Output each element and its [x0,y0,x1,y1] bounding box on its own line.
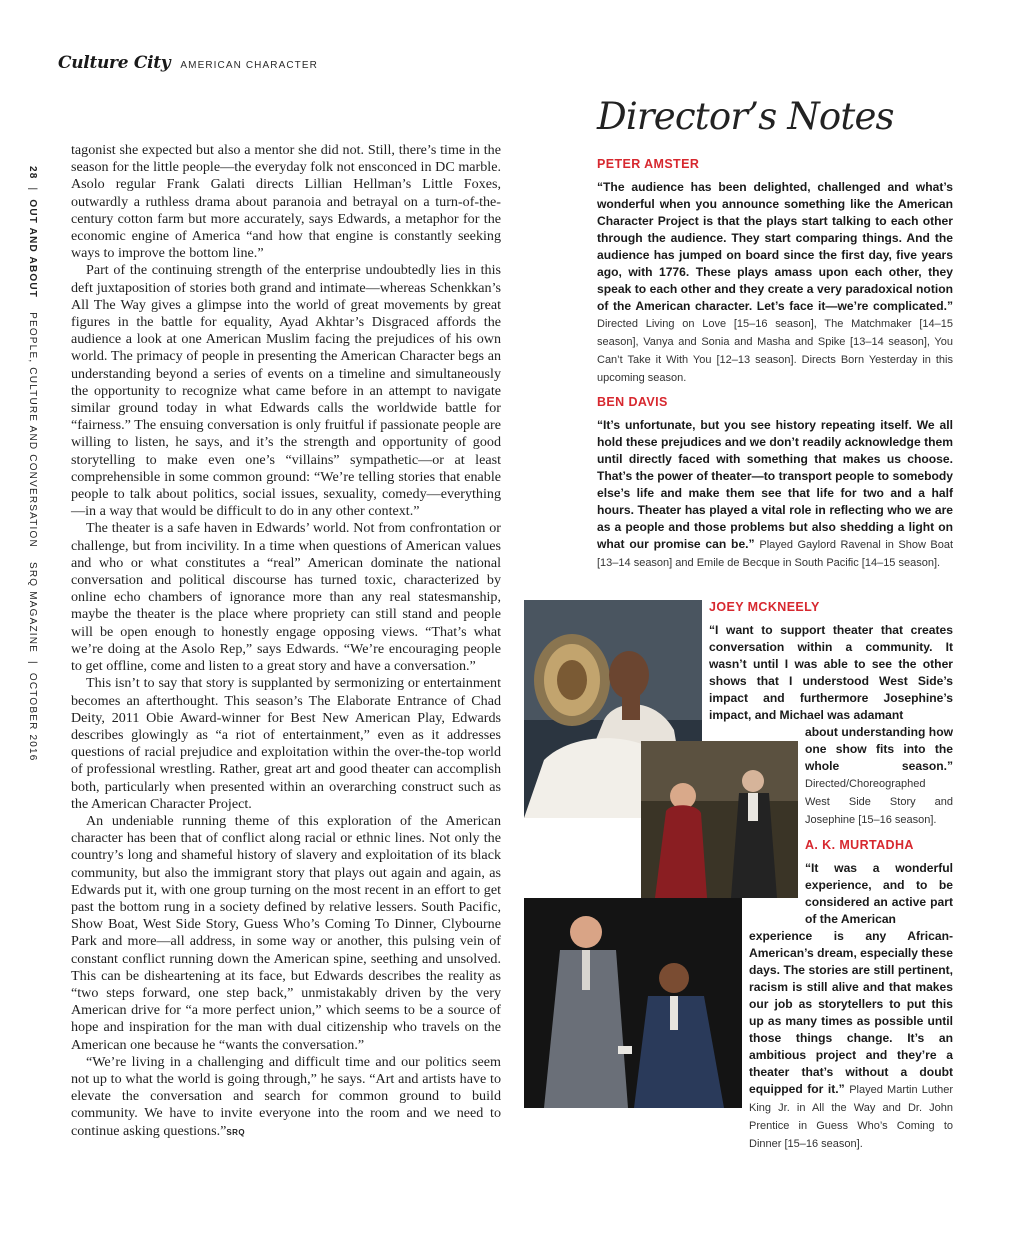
director-quote [805,724,953,829]
director-quote [805,860,953,928]
article-paragraph: tagonist she expected but also a mentor she did not. Still, there’s time in the season for the little people—the everyday folk not ensconced in DC marble. Asolo regular Frank Galati directs Lillian Hellman’s Little Foxes, outwardly a ruthless drama about paranoia and betrayal on a turn-of-the-century cotton farm but more accurately, says Edwards, a metaphor for the economic engine of America “and how that engine is constantly seeking ways to improve the bottom line.” [71,142,501,262]
section-label: AMERICAN CHARACTER [180,60,318,71]
article-paragraph: An undeniable running theme of this exploration of the American character has been that of conflict along racial or ethnic lines. Not only the country’s long and shameful history of slavery and exploitation of its black community, but also the immigrant story that plays out again and again, as Edwards put it, with one group turning on the most recent in an effort to get past the bottom rung in a society defined by relative lessers. South Pacific, Show Boat, West Side Story, Guess Who’s Coming To Dinner, Clybourne Park and more—all address, in some way or another, this pulsing vein of constant conflict running down the American spine, seething and unsolved. This can be disheartening at its face, but Edwards describes the reality as “two steps forward, one step back,” unmistakably driven by the very American drive for “a more perfect union,” which seems to be a source of hope and inspiration for the man with dual citizenship who travels on the American one because he “wants the conversation.” [71,812,501,1053]
quote-text: about understanding how one show fits into the whole season.” [805,725,953,773]
director-name: BEN DAVIS [597,395,668,409]
quote-credit: Played Martin Luther King Jr. in All the Way and Dr. John Prentice in Guess Who’s Coming to Dinner [15–16 season]. [749,1084,953,1150]
photo-matchmaker [641,741,798,898]
quote-text: “The audience has been delighted, challenged and what’s wonderful when you announce something like the American Character Project is that the plays start talking to each other through the audience. They start comparing things. And the audience has jumped on board since the first day, five years ago, with 1776. These plays amass upon each other, they speak to each other and they create a very paradoxical notion of the American character. Let’s face it—we’re complicated.” [597,180,953,313]
quote-credit: Directed Living on Love [15–16 season], The Matchmaker [14–15 season], Vanya and Sonia and Masha and Spike [13–14 season], You Can’t Take it With You [12–13 season]. Directs Born Yesterday in this upcoming season. [597,318,953,384]
spine-magazine: SRQ MAGAZINE [27,561,39,654]
spine-section: OUT AND ABOUT [27,199,39,299]
photo-guess-who [524,898,742,1108]
page-number: 28 [27,166,39,180]
separator: | [27,661,39,665]
production-photo [524,898,742,1108]
quote-text: “It was a wonderful experience, and to be considered an active part of the American [805,861,953,926]
spine-tagline: PEOPLE, CULTURE AND CONVERSATION [27,312,39,548]
director-quote [749,928,953,1153]
quote-text: “I want to support theater that creates conversation within a community. It wasn’t until I was able to see the other shows that I understood West Side’s impact and furthermore Josephine’s impact, and Michael was adamant [709,623,953,722]
quote-credit: Directed/Choreographed West Side Story and Josephine [15–16 season]. [805,778,953,826]
spine-folio [25,166,41,762]
article-paragraph-text: “We’re living in a challenging and difficult time and our politics seem not up to what the world is going through,” he says. “Art and artists have to elevate the conversation and search for common ground to build community. We have to invite everyone into the room and we need to continue asking questions.” [71,1053,501,1139]
end-mark: SRQ [226,1127,245,1137]
article-paragraph: Part of the continuing strength of the enterprise undoubtedly lies in this deft juxtaposition of stories both grand and intimate—whereas Schenkkan’s All The Way gives a glimpse into the world of great movements by great figures in the battle for equality, Ayad Akhtar’s Disgraced affords the audience a look at one American Muslim facing the prejudices of his own world. The primacy of people in presenting the American Character begs an understanding beyond a series of events on a timeline and simultaneously the opportunity to recognize what came before in an attempt to navigate similar ground today in what Edwards calls the worldwide battle for “fairness.” The ensuing conversation is only fruitful if passionate people are willing to listen, he says, and it’s the strength and opportunity of good storytelling to make even one’s “villains” sympathetic—or at least comprehensible in some common ground: “We’re telling stories that enable people to talk about politics, social issues, sexuality, comedy—everything—in a way that would be difficult to do in any other context.” [71,262,501,520]
quote-credit: Played Gaylord Ravenal in Show Boat [13–14 season] and Emile de Becque in South Pacific [14–15 season]. [597,539,953,569]
spine-issue: OCTOBER 2016 [27,672,39,762]
director-quote [597,417,953,572]
separator: | [27,187,39,192]
quote-text: experience is any African-American’s dream, especially these days. The stories are still pertinent, racism is still alive and that makes our job as storytellers to put this up as many times as possible until those things change. It’s an ambitious project and they’re a theater that’s without a doubt equipped for it.” [749,929,953,1096]
article-paragraph [71,1054,501,1141]
sidebar-title: Director’s Notes [597,95,894,138]
director-name: JOEY MCKNEELY [709,600,820,614]
page-header [58,53,318,73]
director-quote [597,179,953,387]
brand-logo: Culture City [58,53,171,73]
director-name: A. K. MURTADHA [805,838,914,852]
director-name: PETER AMSTER [597,157,700,171]
production-photo [641,741,798,898]
article-paragraph: This isn’t to say that story is supplanted by sermonizing or entertainment becomes an afterthought. This season’s The Elaborate Entrance of Chad Deity, 2011 Obie Award-winner for Best New American Play, Edwards describes glowingly as “a riot of entertainment,” even as it addresses questions of racial prejudice and exploitation within the over-the-top world of professional wrestling. Rather, great art and good theater can accomplish both, particularly when presented within an overarching construct such as the American Character Project. [71,675,501,812]
quote-text: “It’s unfortunate, but you see history repeating itself. We all hold these prejudices and we don’t readily acknowledge them until directly faced with something that makes us choose. That’s the power of theater—to transport people to somebody else’s life and make them see that life for two and a half hours. Theater has played a vital role in reflecting who we are as a people and those problems but also shedding a light on what our promise can be.” [597,418,953,551]
director-quote [709,622,953,724]
article-body [71,142,501,1141]
article-paragraph: The theater is a safe haven in Edwards’ world. Not from confrontation or challenge, but from incivility. In a time when questions of American values and who or what constitutes a “real” American dominate the national conversation and political discourse has turned toxic, characterized by online echo chambers of ignorance more than any real statesmanship, maybe the theater is the place where propriety can still stand and people will be open enough to honestly engage opposing views. “That’s what we’re doing at the Asolo Rep,” says Edwards. “We’re encouraging people to get offline, come and listen to a great story and have a conversation.” [71,520,501,675]
